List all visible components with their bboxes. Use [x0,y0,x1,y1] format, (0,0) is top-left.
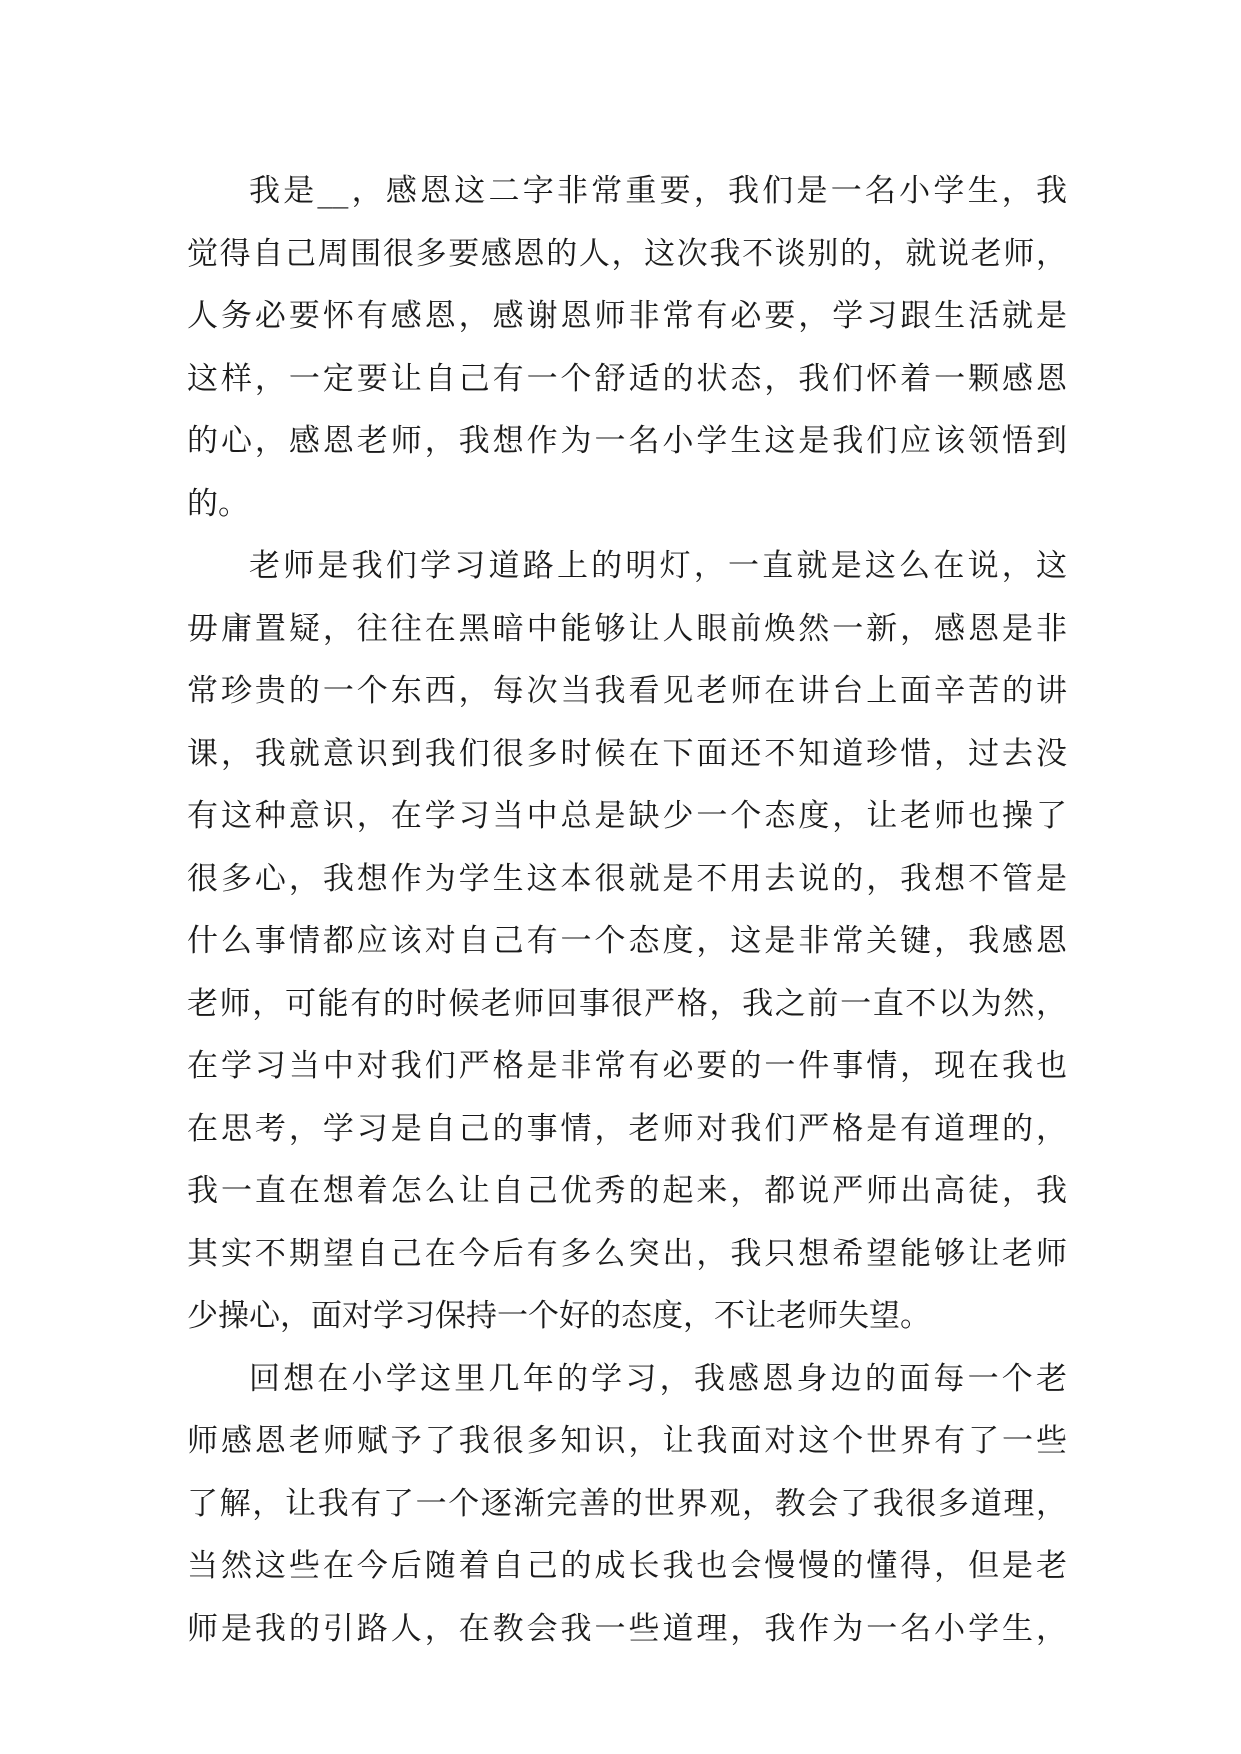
paragraph-2 [187,535,1067,1348]
text-line: 其实不期望自己在今后有多么突出，我只想希望能够让老师 [187,1235,1067,1272]
text-line: 师感恩老师赋予了我很多知识，让我面对这个世界有了一些 [187,1423,1067,1459]
text-line: 回想在小学这里几年的学习，我感恩身边的面每一个老 [249,1360,1067,1397]
text-line: 有这种意识，在学习当中总是缺少一个态度，让老师也操了 [187,798,1067,834]
text-line: 人务必要怀有感恩，感谢恩师非常有必要，学习跟生活就是 [187,298,1067,334]
text-line: 了解，让我有了一个逐渐完善的世界观，教会了我很多道理， [187,1485,1067,1522]
text-line: 师是我的引路人，在教会我一些道理，我作为一名小学生， [187,1610,1067,1647]
text-line: 的。 [187,485,249,522]
text-line: 很多心，我想作为学生这本很就是不用去说的，我想不管是 [187,860,1067,897]
paragraph-3 [187,1348,1067,1661]
paragraph-1 [187,160,1067,535]
text-line: 什么事情都应该对自己有一个态度，这是非常关键，我感恩 [187,923,1067,959]
text-line: 觉得自己周围很多要感恩的人，这次我不谈别的，就说老师， [187,235,1067,272]
text-line: 老师是我们学习道路上的明灯，一直就是这么在说，这 [249,548,1067,584]
text-line: 老师，可能有的时候老师回事很严格，我之前一直不以为然， [187,985,1067,1022]
text-line: 在思考，学习是自己的事情，老师对我们严格是有道理的， [187,1110,1067,1147]
document-body [187,160,1067,1660]
text-line: 毋庸置疑，往往在黑暗中能够让人眼前焕然一新，感恩是非 [187,610,1067,647]
text-line: 课，我就意识到我们很多时候在下面还不知道珍惜，过去没 [187,735,1067,772]
text-line: 常珍贵的一个东西，每次当我看见老师在讲台上面辛苦的讲 [187,673,1067,709]
text-line: 的心，感恩老师，我想作为一名小学生这是我们应该领悟到 [187,423,1067,459]
text-line: 我一直在想着怎么让自己优秀的起来，都说严师出高徒，我 [187,1173,1067,1209]
text-line: 少操心，面对学习保持一个好的态度，不让老师失望。 [187,1298,931,1334]
text-line: 这样，一定要让自己有一个舒适的状态，我们怀着一颗感恩 [187,360,1067,397]
text-line: 我是__，感恩这二字非常重要，我们是一名小学生，我 [249,173,1067,209]
text-line: 当然这些在今后随着自己的成长我也会慢慢的懂得，但是老 [187,1548,1067,1584]
text-line: 在学习当中对我们严格是非常有必要的一件事情，现在我也 [187,1048,1067,1084]
